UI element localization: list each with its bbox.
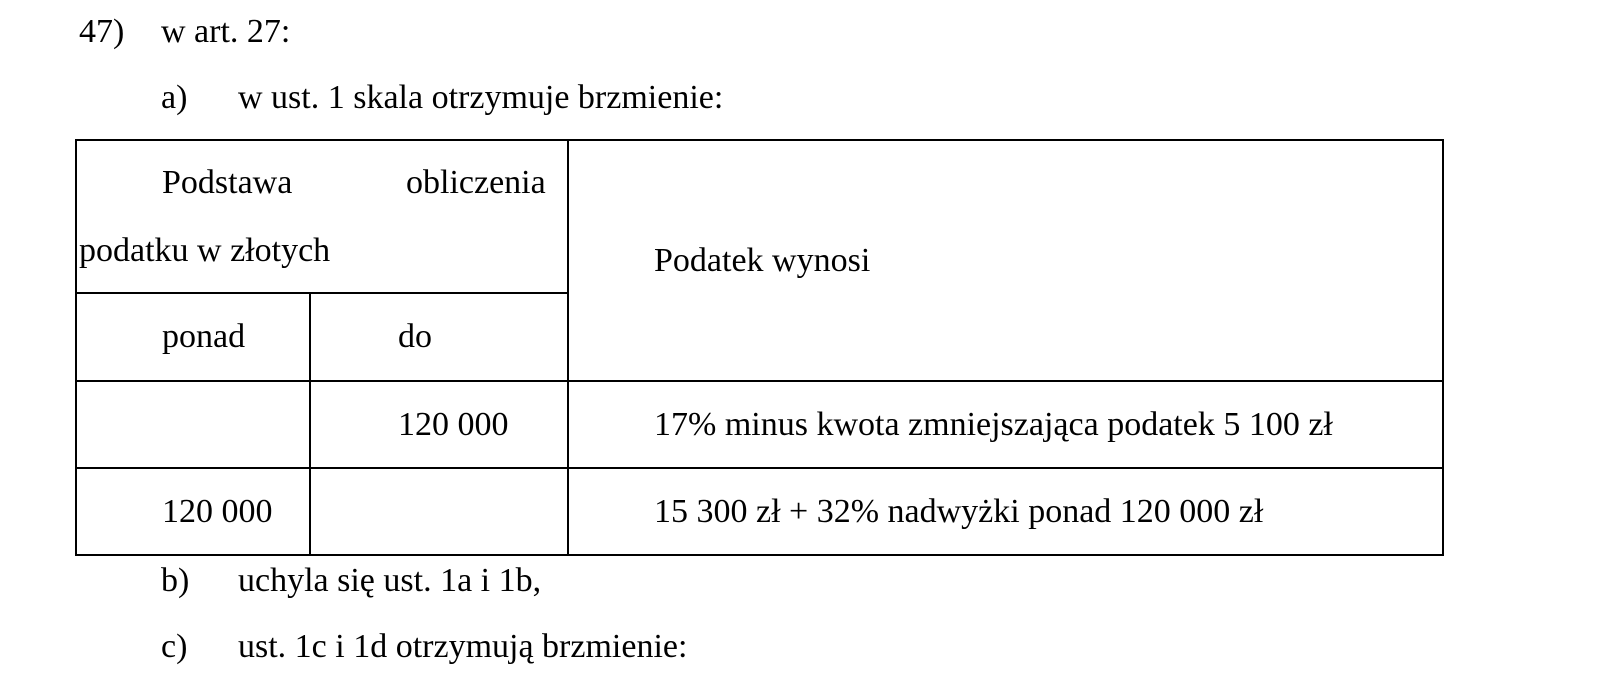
table-divider-header — [75, 380, 1444, 382]
table-border-left — [75, 139, 77, 556]
header-tax: Podatek wynosi — [654, 242, 871, 279]
header-base-word2: obliczenia — [406, 164, 546, 201]
item-number: 47) — [79, 13, 125, 50]
header-ponad: ponad — [162, 318, 246, 355]
row1-tax: 17% minus kwota zmniejszająca podatek 5 100 zł — [654, 406, 1333, 443]
point-a-text: w ust. 1 skala otrzymuje brzmienie: — [238, 79, 724, 116]
table-divider-row — [75, 467, 1444, 469]
row2-ponad: 120 000 — [162, 493, 273, 530]
tax-scale-table — [75, 139, 1444, 556]
item-text: w art. 27: — [161, 13, 291, 50]
table-divider-ponad-do — [309, 292, 311, 556]
point-b — [0, 561, 1600, 601]
point-b-text: uchyla się ust. 1a i 1b, — [238, 562, 542, 599]
point-b-letter: b) — [161, 562, 190, 599]
amendment-item-47 — [0, 12, 1600, 52]
table-border-right — [1442, 139, 1444, 556]
point-a — [0, 78, 1600, 118]
point-c — [0, 627, 1600, 667]
row2-tax: 15 300 zł + 32% nadwyżki ponad 120 000 zł — [654, 493, 1264, 530]
table-border-top — [75, 139, 1444, 141]
table-divider-header-group — [75, 292, 569, 294]
point-c-letter: c) — [161, 628, 188, 665]
header-do: do — [398, 318, 432, 355]
point-a-letter: a) — [161, 79, 188, 116]
table-divider-base-tax — [567, 139, 569, 556]
header-base-line2: podatku w złotych — [79, 232, 331, 269]
header-base-word1: Podstawa — [162, 164, 293, 201]
table-border-bottom — [75, 554, 1444, 556]
row1-do: 120 000 — [398, 406, 509, 443]
point-c-text: ust. 1c i 1d otrzymują brzmienie: — [238, 628, 688, 665]
